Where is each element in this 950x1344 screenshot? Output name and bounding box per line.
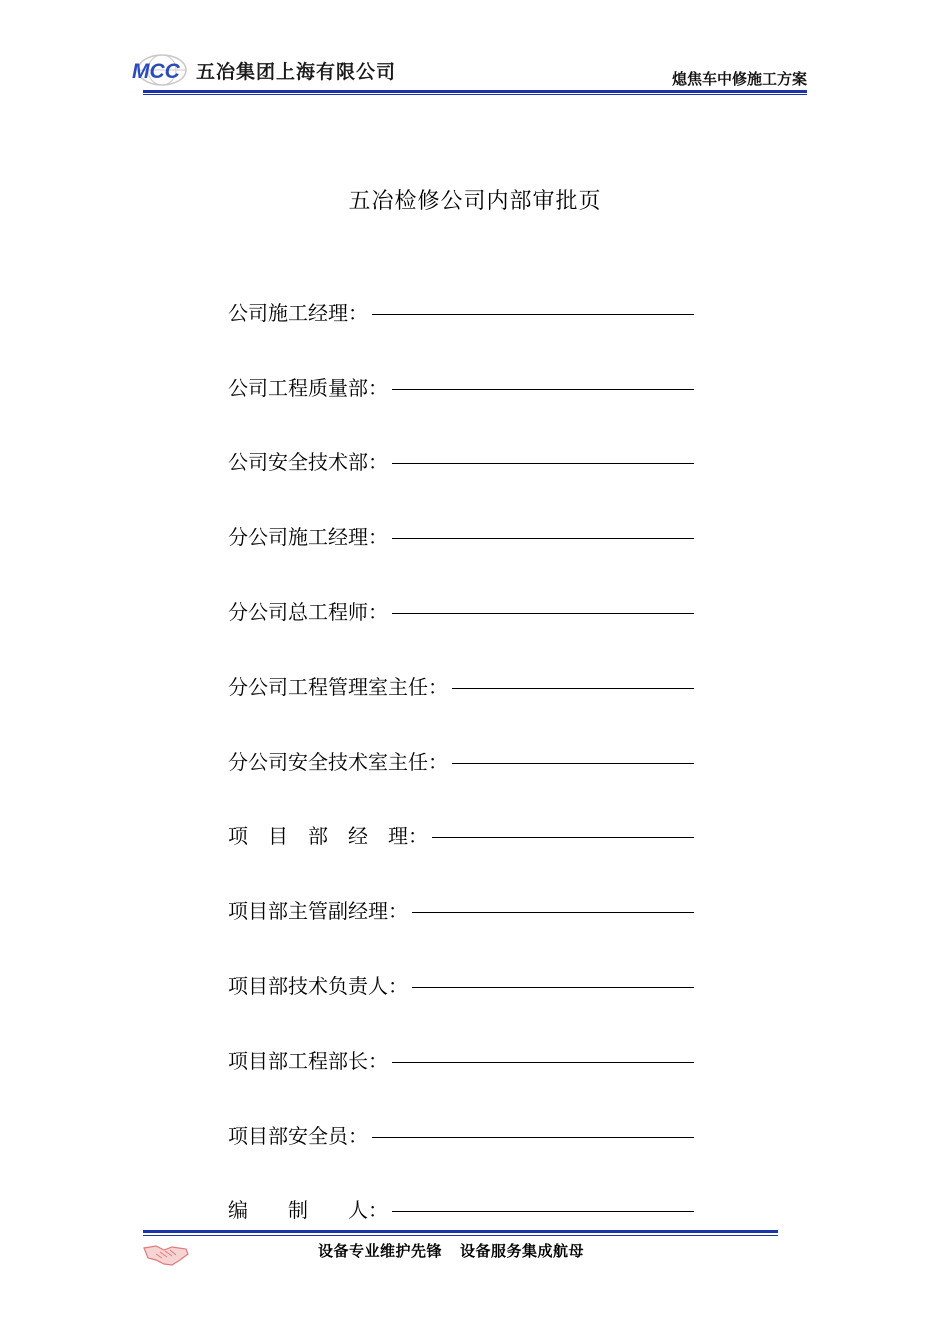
approval-label-wrap: [228, 672, 448, 702]
approval-row: [228, 657, 694, 732]
footer-rule: [143, 1230, 778, 1236]
signature-line[interactable]: [392, 389, 694, 390]
approval-row: [228, 1031, 694, 1106]
approval-label: 编 制 人：: [228, 1198, 388, 1223]
approval-label-wrap: [228, 747, 448, 777]
approval-label: 公司工程质量部：: [228, 375, 388, 400]
approval-row: [228, 283, 694, 358]
approval-label: 项目部安全员：: [228, 1123, 368, 1148]
signature-line[interactable]: [392, 613, 694, 614]
approval-label: 公司施工经理：: [228, 300, 368, 325]
logo-text: MCC: [132, 60, 180, 83]
approval-label: 分公司施工经理：: [228, 525, 388, 550]
approval-label: 项 目 部 经 理：: [228, 824, 428, 849]
company-name: 五冶集团上海有限公司: [196, 61, 397, 83]
approval-label-wrap: [228, 373, 388, 403]
approval-label-wrap: [228, 298, 368, 328]
signature-line[interactable]: [452, 688, 694, 689]
page-title: 五冶检修公司内部审批页: [348, 189, 602, 214]
approval-row: [228, 433, 694, 508]
signature-line[interactable]: [412, 987, 694, 988]
approval-row: [228, 582, 694, 657]
approval-row: [228, 358, 694, 433]
approval-label-wrap: [228, 597, 388, 627]
approval-label-wrap: [228, 896, 408, 926]
approval-label-wrap: [228, 522, 388, 552]
signature-line[interactable]: [392, 1211, 694, 1212]
approval-label-wrap: [228, 821, 428, 851]
approval-row: [228, 1106, 694, 1181]
slogan-left: 设备专业维护先锋: [318, 1242, 443, 1260]
approval-row: [228, 956, 694, 1031]
approval-label: 公司安全技术部：: [228, 450, 388, 475]
approval-list: [228, 283, 694, 1255]
approval-label: 项目部工程部长：: [228, 1048, 388, 1073]
signature-line[interactable]: [372, 314, 694, 315]
approval-label-wrap: [228, 1121, 368, 1151]
signature-line[interactable]: [392, 463, 694, 464]
approval-label: 项目部主管副经理：: [228, 899, 408, 924]
signature-line[interactable]: [412, 912, 694, 913]
approval-label-wrap: [228, 447, 388, 477]
document-title: 熄焦车中修施工方案: [671, 70, 807, 88]
approval-label: 分公司工程管理室主任：: [228, 674, 448, 699]
signature-line[interactable]: [432, 837, 694, 838]
mcc-logo: [130, 52, 190, 88]
signature-line[interactable]: [392, 1062, 694, 1063]
header-rule: [143, 90, 807, 95]
approval-row: [228, 807, 694, 882]
approval-label-wrap: [228, 1046, 388, 1076]
signature-line[interactable]: [372, 1137, 694, 1138]
approval-row: [228, 881, 694, 956]
approval-row: [228, 732, 694, 807]
handshake-icon: [142, 1238, 190, 1268]
signature-line[interactable]: [392, 538, 694, 539]
approval-label-wrap: [228, 971, 408, 1001]
approval-label: 项目部技术负责人：: [228, 973, 408, 998]
signature-line[interactable]: [452, 763, 694, 764]
approval-label-wrap: [228, 1195, 388, 1225]
approval-label: 分公司安全技术室主任：: [228, 749, 448, 774]
approval-label: 分公司总工程师：: [228, 599, 388, 624]
slogan-right: 设备服务集成航母: [460, 1242, 585, 1260]
approval-row: [228, 507, 694, 582]
footer-slogan: [318, 1240, 584, 1261]
